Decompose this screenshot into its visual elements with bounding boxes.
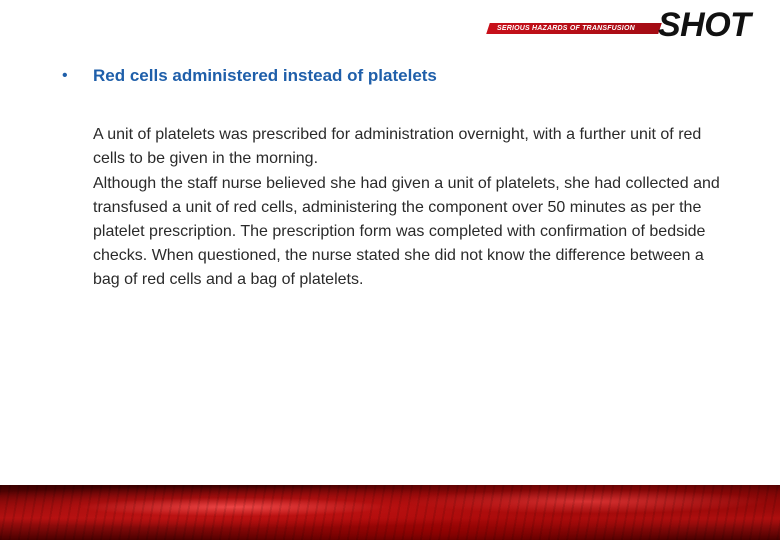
slide-title: Red cells administered instead of platelets [93,66,437,85]
bullet-icon: • [62,67,68,84]
slide-body [93,123,733,292]
logo-tagline: SERIOUS HAZARDS OF TRANSFUSION [497,25,635,32]
title-row [62,64,762,88]
shot-logo: SHOT [658,6,751,44]
bottom-band-texture [0,485,780,540]
body-paragraph-1: A unit of platelets was prescribed for administration overnight, with a further unit of red cells to be given in the morning. [93,126,702,167]
body-paragraph-2: Although the staff nurse believed she had given a unit of platelets, she had collected and transfused a unit of red cells, administering the component over 50 minutes as per the platelet prescription. The prescription form was completed with confirmation of bedside checks. When questioned, the nurse stated she did not know the difference between a bag of red cells and a bag of platelets. [93,175,720,288]
